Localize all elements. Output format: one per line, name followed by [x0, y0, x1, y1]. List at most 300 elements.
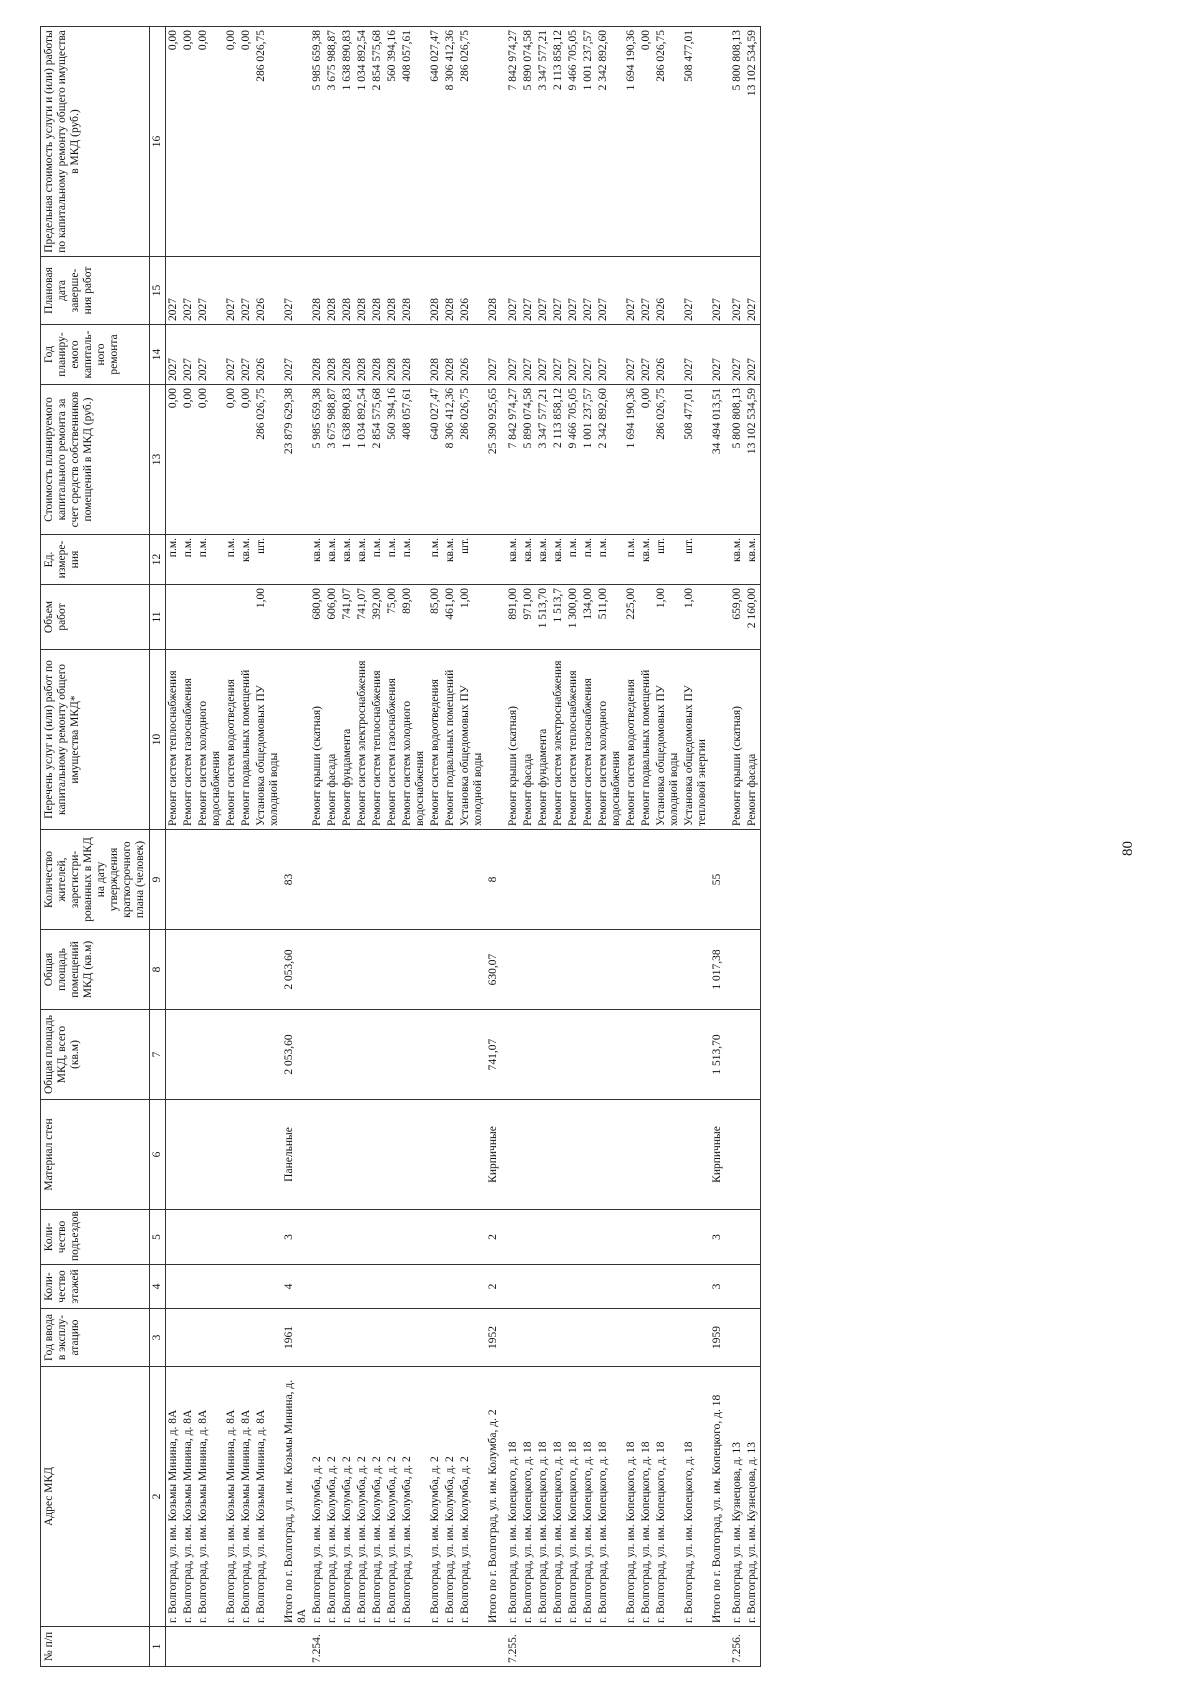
- table-cell: [340, 1210, 355, 1265]
- table-row: [282, 27, 310, 1667]
- table-cell: 508 477,01: [682, 27, 710, 257]
- table-cell: кв.м.: [506, 535, 521, 585]
- table-cell: 7 842 974,27: [506, 385, 521, 535]
- table-cell: г. Волгоград, ул. им. Колумба, д. 2: [340, 1367, 355, 1627]
- table-cell: [181, 930, 196, 1010]
- table-cell: [254, 1265, 282, 1309]
- table-cell: 2028: [370, 257, 385, 325]
- table-cell: 1 513,70: [536, 585, 551, 650]
- table-cell: 5 890 074,58: [521, 385, 536, 535]
- table-cell: кв.м.: [521, 535, 536, 585]
- table-cell: кв.м.: [310, 535, 325, 585]
- table-cell: 2: [486, 1265, 506, 1309]
- table-cell: [682, 930, 710, 1010]
- table-cell: г. Волгоград, ул. им. Козьмы Минина, д. 8А: [166, 1367, 182, 1627]
- table-cell: 13 102 534,59: [745, 385, 761, 535]
- table-cell: 2028: [325, 257, 340, 325]
- table-cell: [443, 830, 458, 930]
- table-cell: 2027: [536, 257, 551, 325]
- table-cell: [730, 1265, 745, 1309]
- table-cell: 2: [486, 1210, 506, 1265]
- table-cell: [521, 1265, 536, 1309]
- table-cell: Ремонт систем водоотведения: [224, 650, 239, 830]
- table-cell: [521, 1100, 536, 1210]
- table-cell: 408 057,61: [400, 385, 428, 535]
- table-cell: 2027: [639, 257, 654, 325]
- column-header: Год ввода в эксплу-атацию: [41, 1309, 150, 1367]
- table-cell: г. Волгоград, ул. им. Колумба, д. 2: [355, 1367, 370, 1627]
- table-cell: Ремонт фасада: [325, 650, 340, 830]
- table-cell: [239, 1265, 254, 1309]
- column-header: Перечень услуг и (или) работ по капитальному ремонту общего имущества МКД*: [41, 650, 150, 830]
- table-cell: [654, 1100, 682, 1210]
- table-cell: [682, 1010, 710, 1100]
- table-cell: 2 113 858,12: [551, 385, 566, 535]
- table-row: [196, 27, 224, 1667]
- table-cell: [596, 1100, 624, 1210]
- table-cell: [428, 1627, 443, 1667]
- table-cell: 2027: [624, 257, 639, 325]
- table-cell: [581, 1627, 596, 1667]
- table-cell: 741,07: [486, 1010, 506, 1100]
- header-number-row: [150, 27, 166, 1667]
- table-cell: [551, 830, 566, 930]
- table-cell: [340, 830, 355, 930]
- table-cell: 1 513,7: [551, 585, 566, 650]
- table-cell: [224, 1309, 239, 1367]
- table-cell: 2 053,60: [282, 930, 310, 1010]
- table-cell: [224, 830, 239, 930]
- table-cell: 2028: [385, 325, 400, 385]
- column-number: 10: [150, 650, 166, 830]
- table-cell: 8: [486, 830, 506, 930]
- table-cell: Ремонт крыши (скатная): [730, 650, 745, 830]
- table-cell: [551, 1265, 566, 1309]
- column-number: 9: [150, 830, 166, 930]
- table-cell: [325, 1627, 340, 1667]
- table-cell: г. Волгоград, ул. им. Колумба, д. 2: [443, 1367, 458, 1627]
- table-cell: 0,00: [239, 27, 254, 257]
- table-cell: кв.м.: [443, 535, 458, 585]
- table-cell: 2026: [654, 257, 682, 325]
- table-cell: [340, 1309, 355, 1367]
- table-cell: [443, 1100, 458, 1210]
- table-cell: [239, 1309, 254, 1367]
- table-cell: 2027: [710, 257, 730, 325]
- table-row: [566, 27, 581, 1667]
- table-cell: [682, 1210, 710, 1265]
- table-cell: [639, 930, 654, 1010]
- table-cell: [536, 930, 551, 1010]
- table-cell: 2028: [370, 325, 385, 385]
- table-cell: [181, 1309, 196, 1367]
- table-cell: [196, 830, 224, 930]
- table-cell: Ремонт подвальных помещений: [443, 650, 458, 830]
- table-cell: 2028: [428, 257, 443, 325]
- table-cell: [443, 1265, 458, 1309]
- table-cell: 1961: [282, 1309, 310, 1367]
- table-cell: [654, 1309, 682, 1367]
- table-cell: [370, 1210, 385, 1265]
- table-cell: [196, 1265, 224, 1309]
- table-cell: [458, 1100, 486, 1210]
- table-cell: 3: [282, 1210, 310, 1265]
- table-cell: [521, 1210, 536, 1265]
- column-header: Год планиру-емого капиталь-ного ремонта: [41, 325, 150, 385]
- table-cell: [710, 650, 730, 830]
- column-header: № п/п: [41, 1627, 150, 1667]
- table-cell: [385, 1265, 400, 1309]
- table-row: [443, 27, 458, 1667]
- table-cell: [486, 27, 506, 257]
- table-row: [385, 27, 400, 1667]
- table-cell: кв.м.: [239, 535, 254, 585]
- table-cell: 2027: [624, 325, 639, 385]
- table-cell: [355, 1265, 370, 1309]
- column-header: Коли-чество подъездов: [41, 1210, 150, 1265]
- table-cell: [196, 1010, 224, 1100]
- table-cell: Ремонт фасада: [745, 650, 761, 830]
- column-number: 1: [150, 1627, 166, 1667]
- table-row: [166, 27, 182, 1667]
- table-cell: [370, 930, 385, 1010]
- table-cell: [385, 1210, 400, 1265]
- table-cell: г. Волгоград, ул. им. Кузнецова, д. 13: [730, 1367, 745, 1627]
- table-cell: 2026: [654, 325, 682, 385]
- table-cell: 2028: [385, 257, 400, 325]
- table-cell: 0,00: [639, 385, 654, 535]
- table-cell: [310, 1309, 325, 1367]
- table-cell: [428, 1210, 443, 1265]
- table-cell: п.м.: [566, 535, 581, 585]
- table-cell: [385, 1010, 400, 1100]
- table-cell: [428, 1100, 443, 1210]
- table-cell: Кирпичные: [710, 1100, 730, 1210]
- table-cell: [624, 1627, 639, 1667]
- table-cell: 34 494 013,51: [710, 385, 730, 535]
- table-cell: г. Волгоград, ул. им. Копецкого, д. 18: [521, 1367, 536, 1627]
- table-cell: [282, 535, 310, 585]
- table-cell: 2027: [682, 257, 710, 325]
- table-cell: [400, 830, 428, 930]
- table-cell: [310, 1210, 325, 1265]
- table-cell: [443, 1010, 458, 1100]
- table-cell: 408 057,61: [400, 27, 428, 257]
- table-cell: [654, 830, 682, 930]
- table-cell: [710, 535, 730, 585]
- table-cell: [566, 1309, 581, 1367]
- table-cell: [596, 1265, 624, 1309]
- table-cell: [224, 930, 239, 1010]
- table-cell: [639, 1309, 654, 1367]
- table-cell: [506, 830, 521, 930]
- table-cell: [486, 1627, 506, 1667]
- table-cell: 680,00: [310, 585, 325, 650]
- table-cell: [654, 1210, 682, 1265]
- table-cell: 3 347 577,21: [536, 385, 551, 535]
- table-cell: [536, 1265, 551, 1309]
- table-cell: [745, 1210, 761, 1265]
- table-cell: [196, 1100, 224, 1210]
- table-cell: [254, 1100, 282, 1210]
- table-cell: [730, 930, 745, 1010]
- table-cell: 83: [282, 830, 310, 930]
- table-cell: 3 675 988,87: [325, 27, 340, 257]
- table-cell: [581, 1265, 596, 1309]
- table-cell: [254, 1010, 282, 1100]
- table-cell: 5 800 808,13: [730, 27, 745, 257]
- table-cell: [639, 1100, 654, 1210]
- table-cell: 2 113 858,12: [551, 27, 566, 257]
- table-cell: 8 306 412,36: [443, 385, 458, 535]
- table-cell: [385, 930, 400, 1010]
- table-cell: [400, 930, 428, 1010]
- table-cell: [340, 930, 355, 1010]
- table-cell: г. Волгоград, ул. им. Колумба, д. 2: [325, 1367, 340, 1627]
- table-cell: 286 026,75: [458, 385, 486, 535]
- table-cell: [581, 1210, 596, 1265]
- table-cell: 0,00: [166, 27, 182, 257]
- table-cell: [355, 1309, 370, 1367]
- table-cell: [428, 1010, 443, 1100]
- table-cell: [224, 1100, 239, 1210]
- table-cell: [506, 1100, 521, 1210]
- table-cell: 1,00: [254, 585, 282, 650]
- table-cell: 2028: [486, 257, 506, 325]
- table-cell: [624, 1210, 639, 1265]
- table-row: [486, 27, 506, 1667]
- table-cell: [196, 1210, 224, 1265]
- table-cell: [624, 930, 639, 1010]
- table-body: [166, 27, 761, 1667]
- table-cell: кв.м.: [745, 535, 761, 585]
- table-cell: Ремонт систем водоотведения: [428, 650, 443, 830]
- table-cell: 2027: [521, 325, 536, 385]
- table-cell: г. Волгоград, ул. им. Копецкого, д. 18: [596, 1367, 624, 1627]
- table-cell: п.м.: [370, 535, 385, 585]
- table-cell: 0,00: [639, 27, 654, 257]
- table-cell: [730, 1309, 745, 1367]
- table-cell: г. Волгоград, ул. им. Копецкого, д. 18: [536, 1367, 551, 1627]
- table-cell: 9 466 705,05: [566, 385, 581, 535]
- table-cell: [325, 1100, 340, 1210]
- table-cell: 2027: [551, 257, 566, 325]
- table-cell: [224, 585, 239, 650]
- table-cell: [181, 1210, 196, 1265]
- table-cell: г. Волгоград, ул. им. Колумба, д. 2: [428, 1367, 443, 1627]
- table-row: [682, 27, 710, 1667]
- table-cell: [581, 830, 596, 930]
- table-cell: 2 342 892,60: [596, 385, 624, 535]
- table-cell: Установка общедомовых ПУ холодной воды: [654, 650, 682, 830]
- header-row: [41, 27, 150, 1667]
- table-cell: Ремонт систем водоотведения: [624, 650, 639, 830]
- table-cell: кв.м.: [639, 535, 654, 585]
- table-cell: 1 001 237,57: [581, 27, 596, 257]
- table-cell: [166, 1309, 182, 1367]
- table-cell: 891,00: [506, 585, 521, 650]
- table-cell: г. Волгоград, ул. им. Копецкого, д. 18: [682, 1367, 710, 1627]
- table-cell: [340, 1010, 355, 1100]
- table-row: [521, 27, 536, 1667]
- table-row: [340, 27, 355, 1667]
- table-cell: г. Волгоград, ул. им. Копецкого, д. 18: [639, 1367, 654, 1627]
- table-cell: 2027: [181, 325, 196, 385]
- table-cell: [536, 1627, 551, 1667]
- table-cell: шт.: [682, 535, 710, 585]
- table-cell: 392,00: [370, 585, 385, 650]
- table-cell: 0,00: [166, 385, 182, 535]
- table-cell: [730, 1010, 745, 1100]
- table-cell: 511,00: [596, 585, 624, 650]
- table-row: [355, 27, 370, 1667]
- table-cell: [224, 1010, 239, 1100]
- table-cell: кв.м.: [325, 535, 340, 585]
- table-cell: [521, 830, 536, 930]
- table-cell: [596, 1210, 624, 1265]
- table-cell: [181, 830, 196, 930]
- table-cell: [551, 1010, 566, 1100]
- table-cell: [745, 1010, 761, 1100]
- table-cell: 2027: [596, 257, 624, 325]
- table-cell: 508 477,01: [682, 385, 710, 535]
- table-cell: Ремонт фундамента: [340, 650, 355, 830]
- table-cell: [355, 930, 370, 1010]
- table-cell: [181, 1265, 196, 1309]
- table-cell: [385, 830, 400, 930]
- table-cell: [654, 930, 682, 1010]
- table-cell: 2027: [224, 257, 239, 325]
- table-cell: [196, 585, 224, 650]
- table-cell: [254, 830, 282, 930]
- table-cell: 2028: [400, 325, 428, 385]
- table-cell: 0,00: [224, 27, 239, 257]
- table-cell: [166, 1265, 182, 1309]
- table-cell: 0,00: [224, 385, 239, 535]
- table-cell: [581, 1100, 596, 1210]
- table-cell: [682, 1100, 710, 1210]
- table-cell: г. Волгоград, ул. им. Колумба, д. 2: [458, 1367, 486, 1627]
- table-cell: [166, 1627, 182, 1667]
- table-cell: [730, 1210, 745, 1265]
- table-cell: [521, 1309, 536, 1367]
- table-cell: [400, 1010, 428, 1100]
- table-cell: [428, 1265, 443, 1309]
- table-cell: Итого по г. Волгоград, ул. им. Колумба, д. 2: [486, 1367, 506, 1627]
- table-cell: 2028: [310, 325, 325, 385]
- table-cell: 8 306 412,36: [443, 27, 458, 257]
- table-cell: 2027: [166, 257, 182, 325]
- table-cell: 7.255.: [506, 1627, 521, 1667]
- table-cell: [458, 1010, 486, 1100]
- table-cell: [340, 1627, 355, 1667]
- table-cell: шт.: [254, 535, 282, 585]
- table-cell: [370, 830, 385, 930]
- table-cell: [239, 1210, 254, 1265]
- table-cell: Кирпичные: [486, 1100, 506, 1210]
- table-cell: 1 001 237,57: [581, 385, 596, 535]
- table-cell: [196, 930, 224, 1010]
- table-cell: [282, 27, 310, 257]
- table-cell: г. Волгоград, ул. им. Колумба, д. 2: [310, 1367, 325, 1627]
- table-cell: [654, 1265, 682, 1309]
- table-cell: Установка общедомовых ПУ тепловой энергии: [682, 650, 710, 830]
- table-cell: 560 394,16: [385, 385, 400, 535]
- table-cell: 2026: [254, 325, 282, 385]
- table-cell: [428, 1309, 443, 1367]
- column-header: Коли-чество этажей: [41, 1265, 150, 1309]
- column-number: 12: [150, 535, 166, 585]
- table-cell: [624, 830, 639, 930]
- table-cell: [325, 930, 340, 1010]
- table-cell: Установка общедомовых ПУ холодной воды: [254, 650, 282, 830]
- table-cell: 640 027,47: [428, 27, 443, 257]
- table-cell: 3: [710, 1265, 730, 1309]
- table-cell: [581, 930, 596, 1010]
- table-cell: 23 879 629,38: [282, 385, 310, 535]
- table-cell: 4: [282, 1265, 310, 1309]
- table-cell: Ремонт фасада: [521, 650, 536, 830]
- table-cell: 2028: [325, 325, 340, 385]
- table-cell: 2 854 575,68: [370, 385, 385, 535]
- column-header: Ед. измере-ния: [41, 535, 150, 585]
- table-cell: 7 842 974,27: [506, 27, 521, 257]
- table-cell: [566, 830, 581, 930]
- table-cell: Установка общедомовых ПУ холодной воды: [458, 650, 486, 830]
- table-cell: г. Волгоград, ул. им. Копецкого, д. 18: [581, 1367, 596, 1627]
- table-cell: [370, 1010, 385, 1100]
- table-cell: Итого по г. Волгоград, ул. им. Копецкого, д. 18: [710, 1367, 730, 1627]
- table-cell: 286 026,75: [654, 27, 682, 257]
- table-cell: Ремонт систем холодного водоснабжения: [196, 650, 224, 830]
- table-cell: [239, 930, 254, 1010]
- table-cell: [325, 1309, 340, 1367]
- table-cell: 2027: [745, 257, 761, 325]
- table-cell: 7.256.: [730, 1627, 745, 1667]
- table-cell: 2027: [239, 325, 254, 385]
- table-cell: 630,07: [486, 930, 506, 1010]
- table-cell: [506, 930, 521, 1010]
- table-cell: г. Волгоград, ул. им. Козьмы Минина, д. 8А: [254, 1367, 282, 1627]
- table-cell: [239, 1100, 254, 1210]
- table-cell: [624, 1010, 639, 1100]
- table-cell: Ремонт систем холодного водоснабжения: [400, 650, 428, 830]
- table-cell: 134,00: [581, 585, 596, 650]
- table-cell: 2028: [340, 325, 355, 385]
- table-cell: 971,00: [521, 585, 536, 650]
- table-cell: [239, 1627, 254, 1667]
- table-cell: [400, 1265, 428, 1309]
- table-cell: кв.м.: [355, 535, 370, 585]
- table-cell: [458, 1309, 486, 1367]
- table-cell: 2027: [282, 325, 310, 385]
- table-cell: Ремонт систем теплоснабжения: [166, 650, 182, 830]
- table-cell: 2027: [710, 325, 730, 385]
- table-cell: [639, 1010, 654, 1100]
- table-cell: 659,00: [730, 585, 745, 650]
- table-cell: 2 053,60: [282, 1010, 310, 1100]
- table-row: [536, 27, 551, 1667]
- table-cell: 2027: [181, 257, 196, 325]
- table-cell: [310, 930, 325, 1010]
- table-cell: [486, 585, 506, 650]
- table-cell: [181, 1627, 196, 1667]
- table-cell: [682, 1265, 710, 1309]
- table-cell: [254, 1627, 282, 1667]
- table-cell: 2028: [340, 257, 355, 325]
- table-cell: 2027: [730, 325, 745, 385]
- table-cell: [566, 1627, 581, 1667]
